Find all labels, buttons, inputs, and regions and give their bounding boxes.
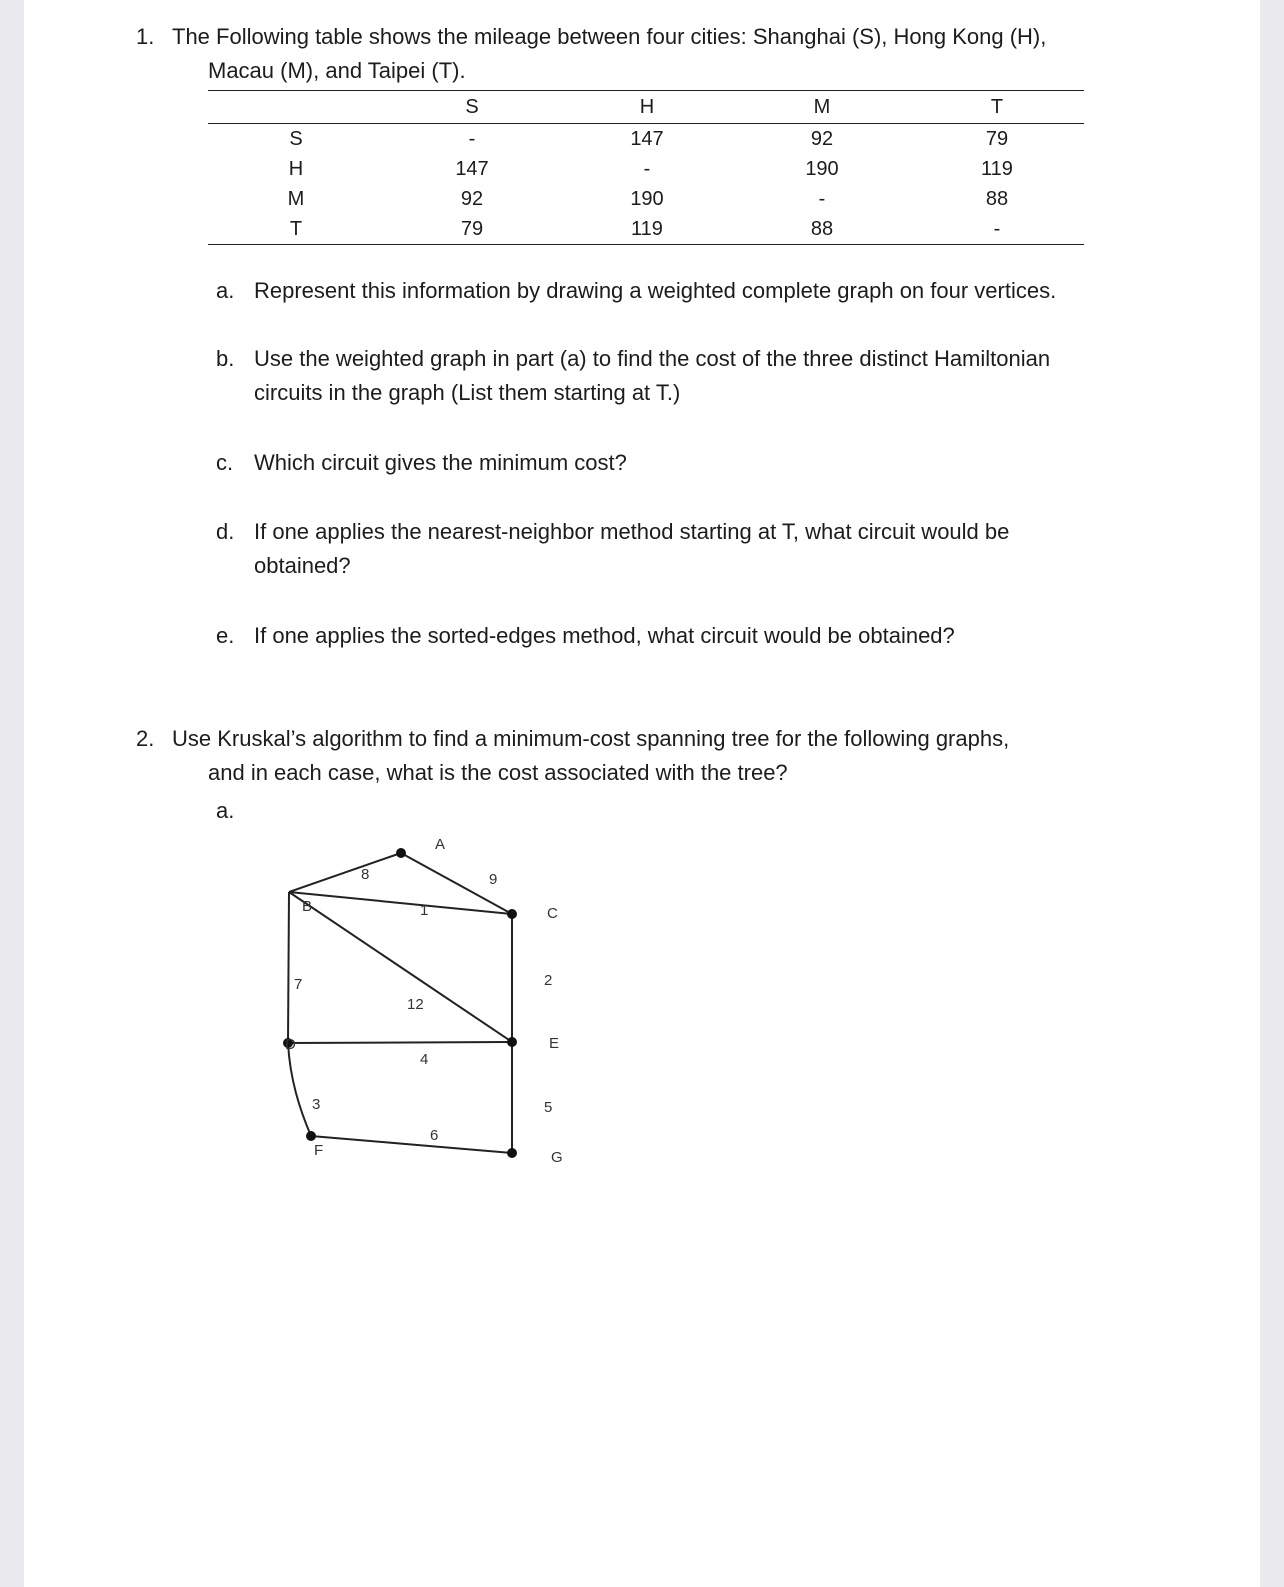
vertex-E bbox=[507, 1037, 517, 1047]
edge-weight: 5 bbox=[544, 1099, 553, 1116]
vertex-label: C bbox=[547, 905, 558, 922]
edge-F-G bbox=[311, 1136, 512, 1153]
table-cell: 92 bbox=[460, 187, 484, 210]
table-cell: 88 bbox=[810, 217, 834, 240]
table-cell: 147 bbox=[455, 157, 489, 180]
part-text-line2: circuits in the graph (List them starting at T.) bbox=[254, 380, 681, 405]
edge-weight: 9 bbox=[489, 871, 498, 888]
table-row bbox=[208, 184, 1084, 214]
edge-weight: 3 bbox=[312, 1096, 321, 1113]
q1-intro-text: The Following table shows the mileage between four cities: Shanghai (S), Hong Kong (H), bbox=[172, 24, 1047, 49]
table-row bbox=[208, 214, 1084, 245]
vertex-label: A bbox=[435, 836, 446, 853]
edge-D-F bbox=[288, 1043, 311, 1136]
table-header-row bbox=[208, 91, 1084, 124]
table-cell: H bbox=[288, 157, 304, 180]
part-text-line1: Represent this information by drawing a weighted complete graph on four vertices. bbox=[254, 278, 1057, 303]
table-cell: S bbox=[289, 127, 303, 150]
table-cell: 92 bbox=[810, 127, 834, 150]
edge-A-B bbox=[289, 853, 401, 892]
table-header-cell: H bbox=[639, 95, 655, 118]
vertex-label: G bbox=[551, 1149, 563, 1166]
q2-part-a-label: a. bbox=[216, 798, 235, 823]
table-cell: - bbox=[818, 187, 826, 210]
q1-number: 1. bbox=[136, 24, 155, 49]
part-label: e. bbox=[216, 623, 235, 648]
vertex-label: E bbox=[549, 1035, 560, 1052]
vertex-label: B bbox=[302, 898, 313, 915]
edge-weight: 8 bbox=[361, 866, 370, 883]
table-cell: - bbox=[643, 157, 651, 180]
vertex-A bbox=[396, 848, 406, 858]
table-row bbox=[208, 124, 1084, 155]
part-label: b. bbox=[216, 346, 235, 371]
table-cell: T bbox=[289, 217, 303, 240]
edge-B-E bbox=[289, 892, 512, 1042]
table-cell: - bbox=[468, 127, 476, 150]
edge-weight: 7 bbox=[294, 976, 303, 993]
q2-number: 2. bbox=[136, 726, 155, 751]
table-cell: 79 bbox=[460, 217, 484, 240]
edge-B-D bbox=[288, 892, 289, 1043]
q1-intro-line1 bbox=[136, 24, 1047, 50]
table-cell: 119 bbox=[981, 157, 1013, 180]
q2-text: Use Kruskal’s algorithm to find a minimum-cost spanning tree for the following graphs, bbox=[172, 726, 1010, 751]
part-text-line1: Which circuit gives the minimum cost? bbox=[254, 450, 627, 475]
table-header-cell: S bbox=[465, 95, 479, 118]
part-text-line1: If one applies the sorted-edges method, what circuit would be obtained? bbox=[254, 623, 955, 648]
q2-line1 bbox=[136, 726, 1010, 752]
vertex-G bbox=[507, 1148, 517, 1158]
table-cell: 88 bbox=[985, 187, 1009, 210]
edge-weight: 6 bbox=[430, 1127, 439, 1144]
q1-intro-line2: Macau (M), and Taipei (T). bbox=[208, 58, 466, 83]
part-text-line1: If one applies the nearest-neighbor method starting at T, what circuit would be bbox=[254, 519, 1010, 544]
table-header-cell: T bbox=[990, 95, 1004, 118]
edge-weight: 4 bbox=[420, 1051, 429, 1068]
vertex-label: D bbox=[285, 1036, 296, 1053]
part-label: d. bbox=[216, 519, 235, 544]
part-label: c. bbox=[216, 450, 234, 475]
table-header-cell bbox=[208, 91, 384, 124]
vertex-C bbox=[507, 909, 517, 919]
table-cell: - bbox=[993, 217, 1001, 240]
part-text-line1: Use the weighted graph in part (a) to find the cost of the three distinct Hamiltonian bbox=[254, 346, 1051, 371]
vertex-F bbox=[306, 1131, 316, 1141]
table-header-cell: M bbox=[813, 95, 831, 118]
table-cell: 190 bbox=[630, 187, 664, 210]
table-row bbox=[208, 154, 1084, 184]
edge-weight: 12 bbox=[407, 996, 424, 1013]
part-text-line2: obtained? bbox=[254, 553, 351, 578]
edge-weight: 1 bbox=[420, 902, 429, 919]
edge-weight: 2 bbox=[544, 972, 553, 989]
edge-D-E bbox=[288, 1042, 512, 1043]
table-cell: M bbox=[287, 187, 305, 210]
kruskal-graph bbox=[254, 830, 584, 1170]
mileage-table bbox=[208, 90, 1084, 245]
q2-line2: and in each case, what is the cost associated with the tree? bbox=[208, 760, 788, 785]
table-cell: 119 bbox=[631, 217, 663, 240]
worksheet-page bbox=[24, 0, 1260, 1587]
vertex-label: F bbox=[314, 1142, 324, 1159]
table-cell: 190 bbox=[805, 157, 839, 180]
part-label: a. bbox=[216, 278, 235, 303]
table-cell: 79 bbox=[985, 127, 1009, 150]
table-cell: 147 bbox=[630, 127, 664, 150]
